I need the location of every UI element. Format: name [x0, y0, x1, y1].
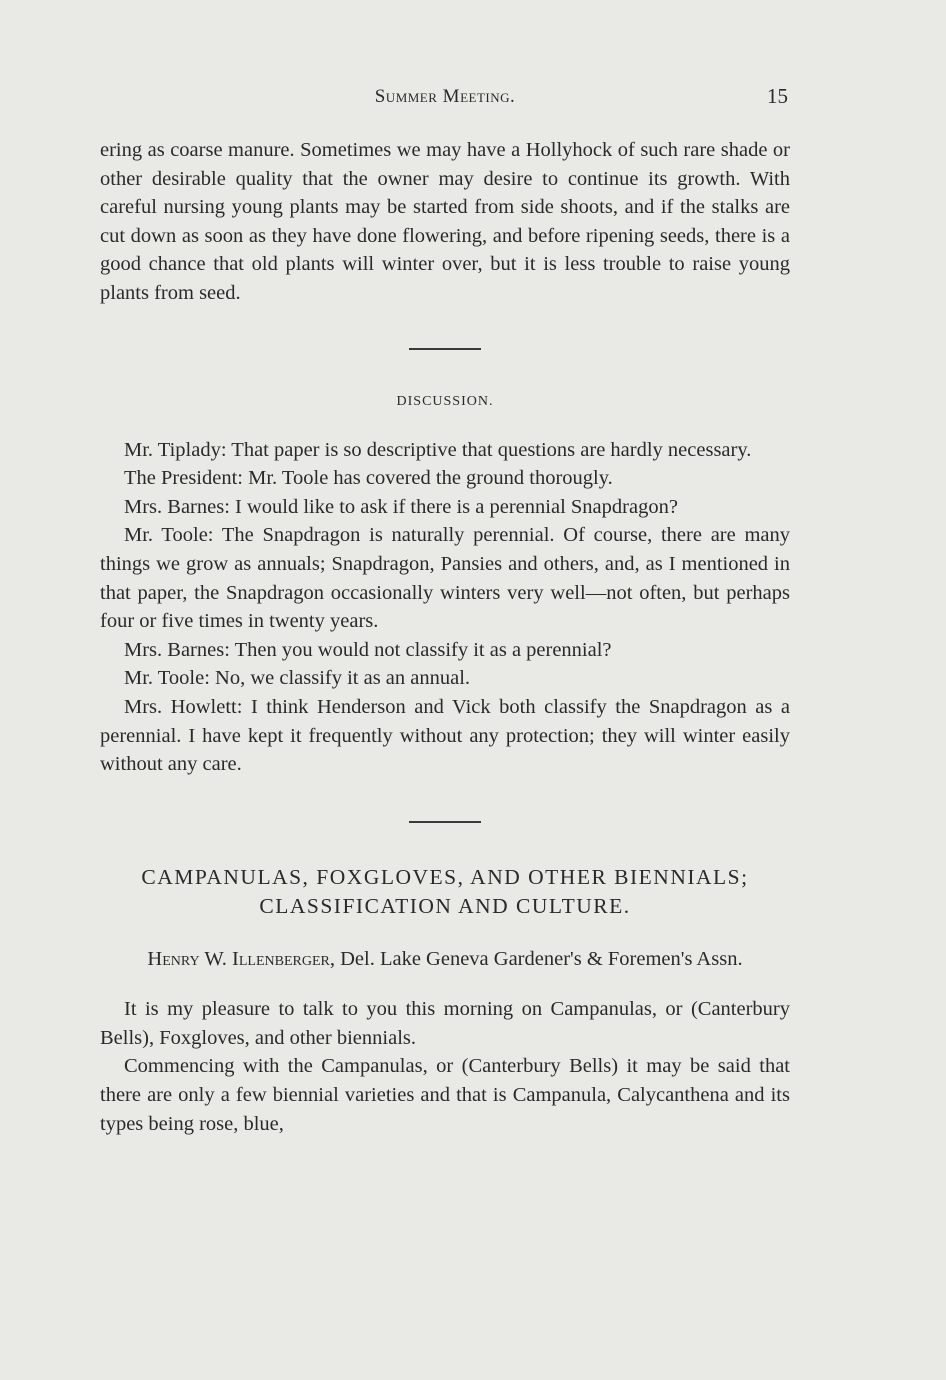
article-title: CAMPANULAS, FOXGLOVES, AND OTHER BIENNIALS; CLASSIFICATION AND CULTURE.: [141, 864, 749, 918]
discussion-heading: DISCUSSION.: [396, 393, 494, 409]
book-page: [100, 80, 790, 1138]
article-paragraph: Commencing with the Campanulas, or (Canterbury Bells) it may be said that there are only a few biennial varieties and that is Campanula, Calycanthena and its types being rose, blue,: [100, 1055, 790, 1135]
author-affiliation: Del. Lake Geneva Gardener's & Foremen's Assn.: [340, 947, 743, 970]
section-divider: [409, 348, 481, 350]
article-body: [100, 995, 790, 1138]
running-header: [100, 80, 790, 114]
discussion-entry: Mrs. Barnes: I would like to ask if there is a perennial Snapdragon?: [124, 495, 678, 518]
discussion-entries: [100, 436, 790, 779]
discussion-entry: Mr. Toole: The Snapdragon is naturally perennial. Of course, there are many things we grow as annuals; Snapdragon, Pansies and others, and, as I mentioned in that paper, the Snapdragon occasionally winters very well—not often, but perhaps four or five times in twenty years.: [100, 524, 790, 633]
section-divider: [409, 821, 481, 823]
article-paragraph: It is my pleasure to talk to you this morning on Campanulas, or (Canterbury Bells), Foxgloves, and other biennials.: [100, 998, 790, 1049]
discussion-entry: The President: Mr. Toole has covered the ground thorougly.: [124, 467, 613, 490]
page-number: 15: [767, 84, 788, 108]
discussion-entry: Mr. Toole: No, we classify it as an annual.: [124, 667, 471, 690]
intro-paragraph: ering as coarse manure. Sometimes we may have a Hollyhock of such rare shade or other desirable quality that the owner may desire to continue its growth. With careful nursing young plants may be started from side shoots, and if the stalks are cut down as soon as they have done flowering, and before ripening seeds, there is a good chance that old plants will winter over, but it is less trouble to raise young plants from seed.: [100, 139, 790, 304]
running-title: Summer Meeting.: [374, 86, 516, 107]
article-byline: [100, 945, 790, 974]
discussion-entry: Mr. Tiplady: That paper is so descriptive that questions are hardly necessary.: [124, 438, 752, 461]
author-name: Henry W. Illenberger,: [147, 947, 335, 970]
discussion-entry: Mrs. Barnes: Then you would not classify it as a perennial?: [124, 638, 612, 661]
discussion-entry: Mrs. Howlett: I think Henderson and Vick both classify the Snapdragon as a perennial. I have kept it frequently without any protection; they will winter easily without any care.: [100, 695, 790, 776]
